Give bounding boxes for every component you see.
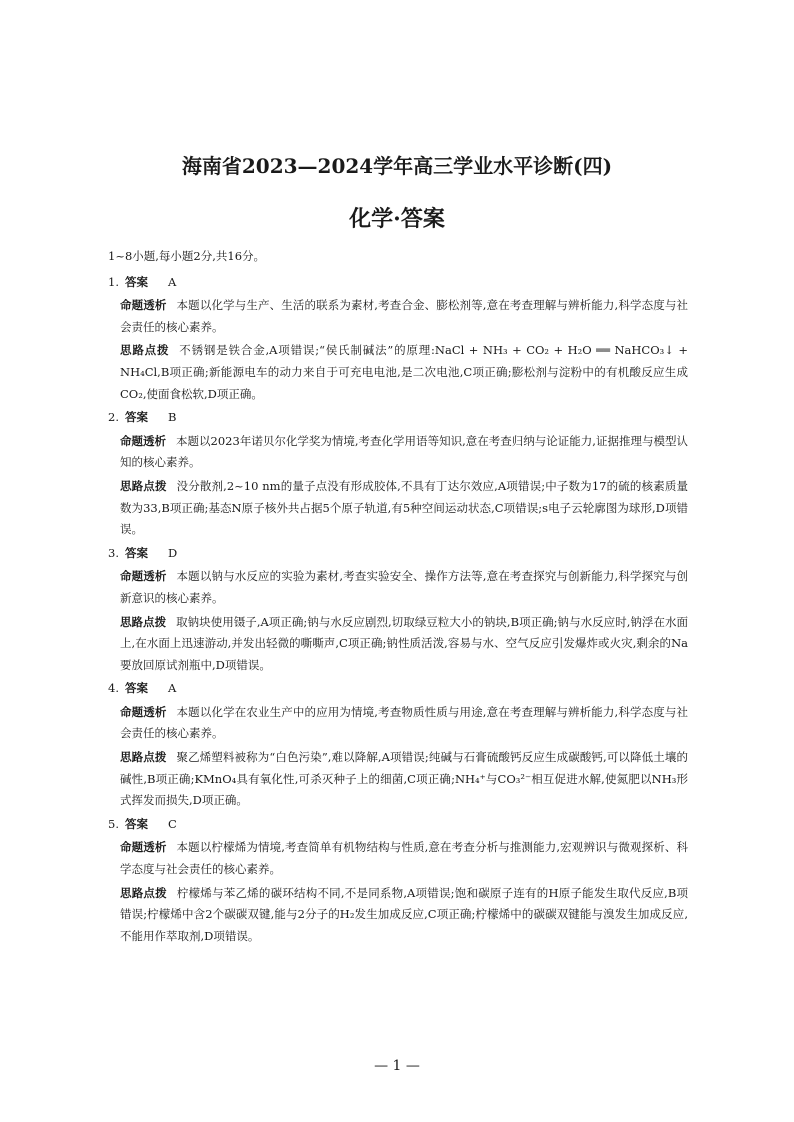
analysis-paragraph (120, 295, 688, 338)
analysis-text: 本题以化学在农业生产中的应用为情境,考查物质性质与用途,意在考查理解与辨析能力,科学态度与社会责任的核心素养。 (120, 704, 689, 741)
analysis-label: 命题透析 (120, 433, 167, 448)
solution-paragraph (120, 476, 688, 541)
solution-label: 思路点拨 (120, 614, 167, 629)
question-block (108, 543, 688, 677)
answer-label: 答案 (124, 410, 148, 425)
answer-choice: B (167, 410, 177, 425)
answer-label: 答案 (124, 274, 148, 289)
answer-choice: A (167, 274, 177, 289)
question-answer-line (108, 543, 688, 565)
solution-paragraph (120, 883, 688, 948)
answer-label: 答案 (124, 681, 148, 696)
question-number: 1. (108, 274, 119, 289)
question-answer-line (108, 407, 688, 429)
section-intro: 1~8小题,每小题2分,共16分。 (108, 249, 266, 263)
analysis-paragraph (120, 702, 688, 745)
answer-label: 答案 (124, 816, 148, 831)
analysis-text: 本题以化学与生产、生活的联系为素材,考查合金、膨松剂等,意在考查理解与辨析能力,科学态度与社会责任的核心素养。 (120, 298, 689, 334)
analysis-text: 本题以2023年诺贝尔化学奖为情境,考查化学用语等知识,意在考查归纳与论证能力,证据推理与模型认知的核心素养。 (120, 433, 689, 470)
answer-choice: A (167, 681, 177, 696)
analysis-label: 命题透析 (120, 704, 167, 719)
answer-choice: D (167, 545, 178, 560)
analysis-paragraph (120, 431, 688, 474)
solution-label: 思路点拨 (120, 750, 167, 765)
analysis-paragraph (120, 837, 688, 880)
question-number: 2. (108, 410, 119, 425)
analysis-label: 命题透析 (120, 569, 167, 584)
page-subtitle: 化学·答案 (349, 206, 445, 232)
solution-text: 没分散剂,2~10 nm的量子点没有形成胶体,不具有丁达尔效应,A项错误;中子数为17的硫的核素质量数为33,B项正确;基态N原子核外共占据5个原子轨道,有5种空间运动状态,C项错误;s电子云轮廓图为球形,D项错误。 (120, 478, 688, 537)
question-block (108, 407, 688, 541)
question-number: 5. (108, 816, 119, 831)
question-answer-line (108, 678, 688, 700)
solution-paragraph (120, 747, 688, 812)
answer-body (108, 246, 688, 949)
question-block (108, 272, 688, 406)
question-answer-line (108, 272, 688, 294)
solution-label: 思路点拨 (120, 343, 170, 358)
analysis-label: 命题透析 (120, 298, 167, 313)
question-answer-line (108, 814, 688, 836)
question-list (108, 272, 688, 948)
page-title: 海南省2023—2024学年高三学业水平诊断(四) (181, 154, 613, 178)
solution-paragraph (120, 612, 688, 677)
answer-choice: C (167, 816, 177, 831)
question-block (108, 678, 688, 812)
question-block (108, 814, 688, 948)
analysis-paragraph (120, 566, 688, 609)
analysis-text: 本题以柠檬烯为情境,考查简单有机物结构与性质,意在考查分析与推测能力,宏观辨识与微观探析、科学态度与社会责任的核心素养。 (120, 840, 689, 877)
page-number: — 1 — (374, 1058, 420, 1074)
question-number: 4. (108, 681, 119, 696)
analysis-label: 命题透析 (120, 840, 167, 855)
question-number: 3. (108, 545, 119, 560)
analysis-text: 本题以钠与水反应的实验为素材,考查实验安全、操作方法等,意在考查探究与创新能力,科学探究与创新意识的核心素养。 (120, 569, 689, 605)
solution-text: 取钠块使用镊子,A项正确;钠与水反应剧烈,切取绿豆粒大小的钠块,B项正确;钠与水反应时,钠浮在水面上,在水面上迅速游动,并发出轻微的嘶嘶声,C项正确;钠性质活泼,容易与水、空气反应引发爆炸或火灾,剩余的Na要放回原试剂瓶中,D项错误。 (120, 614, 689, 672)
solution-paragraph (120, 340, 688, 405)
solution-label: 思路点拨 (120, 885, 167, 900)
solution-text: 柠檬烯与苯乙烯的碳环结构不同,不是同系物,A项错误;饱和碳原子连有的H原子能发生取代反应,B项错误;柠檬烯中含2个碳碳双键,能与2分子的H₂发生加成反应,C项正确;柠檬烯中的碳碳双键能与溴发生加成反应,不能用作萃取剂,D项错误。 (120, 885, 689, 943)
solution-label: 思路点拨 (120, 478, 167, 493)
solution-text: 聚乙烯塑料被称为“白色污染”,难以降解,A项错误;纯碱与石膏硫酸钙反应生成碳酸钙,可以降低土壤的碱性,B项正确;KMnO₄具有氧化性,可杀灭种子上的细菌,C项正确;NH₄⁺与CO₃²⁻相互促进水解,使氮肥以NH₃形式挥发而损失,D项正确。 (120, 750, 689, 808)
solution-text: 不锈钢是铁合金,A项错误;“侯氏制碱法”的原理:NaCl + NH₃ + CO₂ + H₂O ══ NaHCO₃↓ + NH₄Cl,B项正确;新能源电车的动力来自于可充电电池,是二次电池,C项正确;膨松剂与淀粉中的有机酸反应生成CO₂,使面食松软,D项正确。 (120, 343, 688, 401)
answer-label: 答案 (124, 545, 148, 560)
